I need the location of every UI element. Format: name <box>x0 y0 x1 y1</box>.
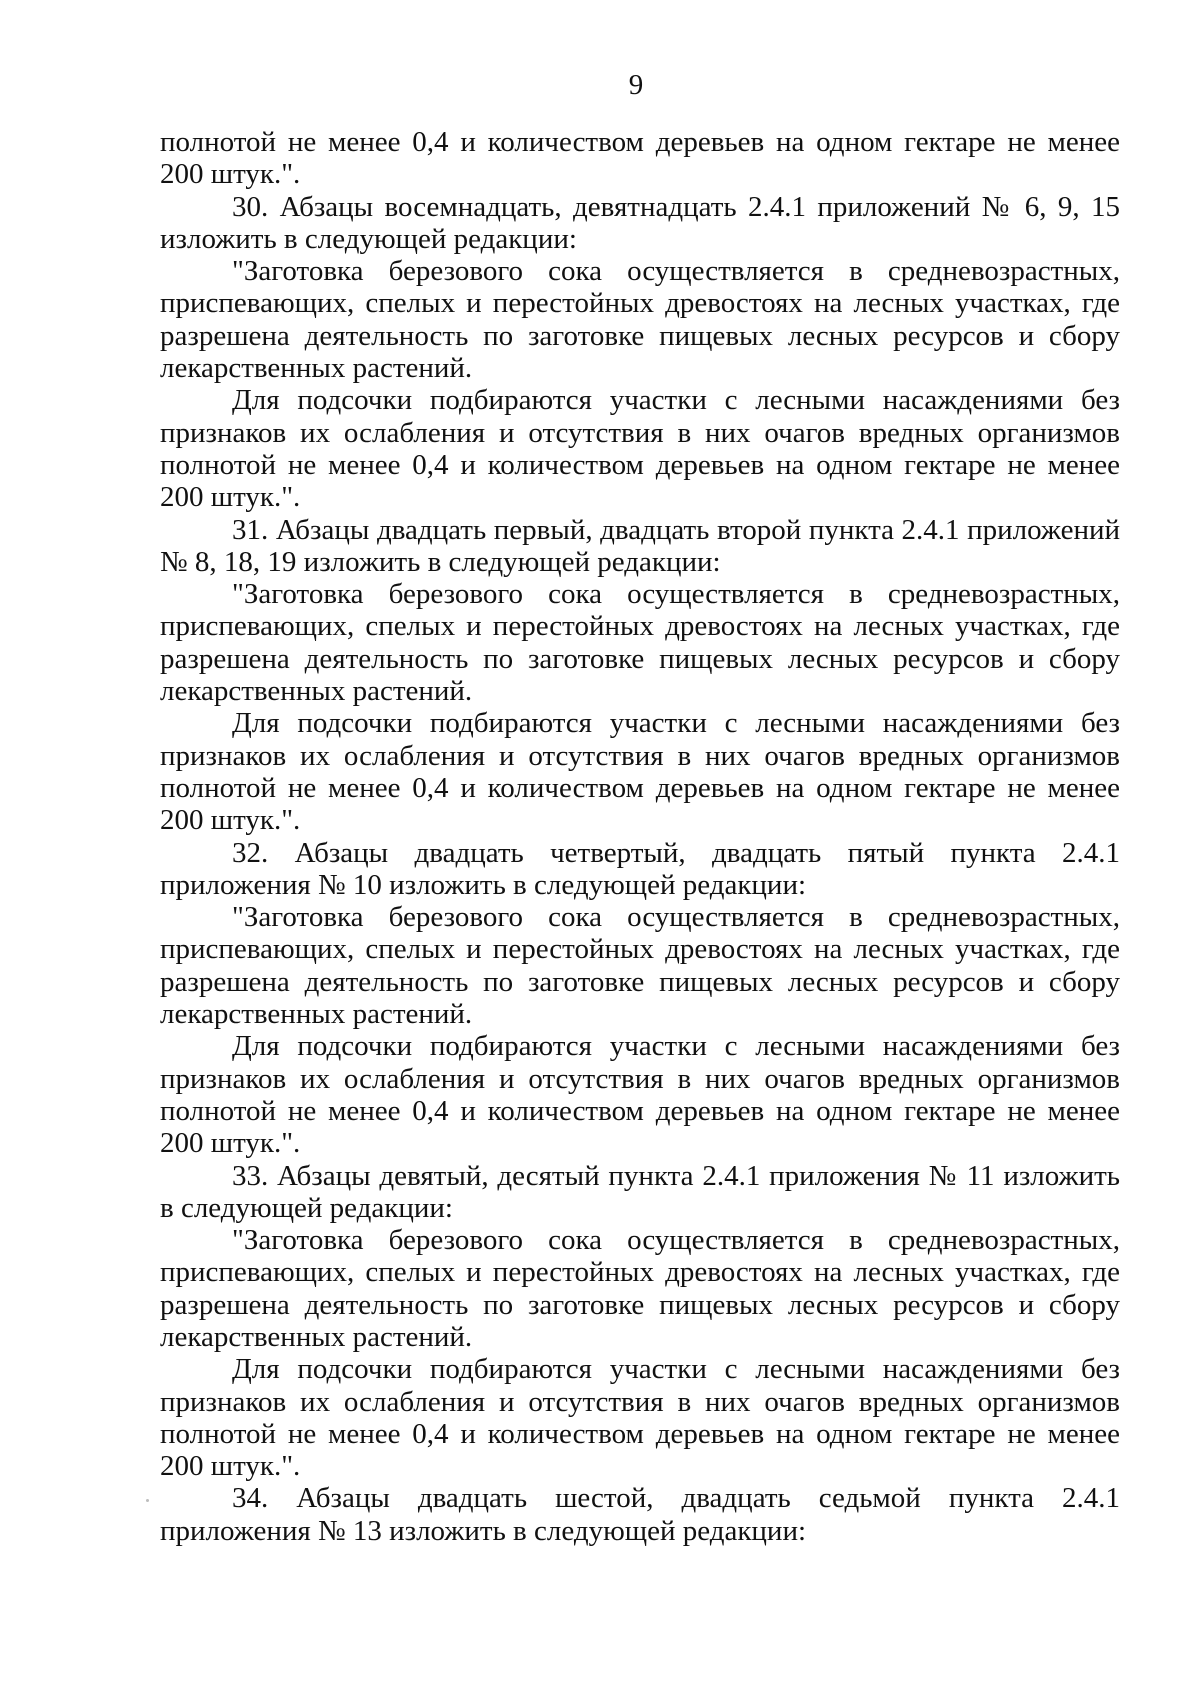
page-number: 9 <box>628 69 644 101</box>
paragraph-item-31: 31. Абзацы двадцать первый, двадцать второй пункта 2.4.1 приложений № 8, 18, 19 изложить в следующей редакции: <box>160 513 1120 578</box>
paragraph-item-32: 32. Абзацы двадцать четвертый, двадцать пятый пункта 2.4.1 приложения № 10 изложить в следующей редакции: <box>160 836 1120 901</box>
paragraph-continuation: полнотой не менее 0,4 и количеством деревьев на одном гектаре не менее 200 штук.". <box>160 126 1120 191</box>
paragraph-quote-harvesting: "Заготовка березового сока осуществляется в средневозрастных, приспевающих, спелых и перестойных древостоях на лесных участках, где разрешена деятельность по заготовке пищевых лесных ресурсов и сбору лекарственных растений. <box>160 255 1120 385</box>
document-body <box>160 126 1120 1547</box>
paragraph-quote-harvesting: "Заготовка березового сока осуществляется в средневозрастных, приспевающих, спелых и перестойных древостоях на лесных участках, где разрешена деятельность по заготовке пищевых лесных ресурсов и сбору лекарственных растений. <box>160 901 1120 1031</box>
paragraph-quote-tapping: Для подсочки подбираются участки с лесными насаждениями без признаков их ослабления и отсутствия в них очагов вредных организмов полнотой не менее 0,4 и количеством деревьев на одном гектаре не менее 200 штук.". <box>160 1353 1120 1483</box>
paragraph-quote-tapping: Для подсочки подбираются участки с лесными насаждениями без признаков их ослабления и отсутствия в них очагов вредных организмов полнотой не менее 0,4 и количеством деревьев на одном гектаре не менее 200 штук.". <box>160 707 1120 837</box>
paragraph-quote-harvesting: "Заготовка березового сока осуществляется в средневозрастных, приспевающих, спелых и перестойных древостоях на лесных участках, где разрешена деятельность по заготовке пищевых лесных ресурсов и сбору лекарственных растений. <box>160 1224 1120 1353</box>
paragraph-quote-tapping: Для подсочки подбираются участки с лесными насаждениями без признаков их ослабления и отсутствия в них очагов вредных организмов полнотой не менее 0,4 и количеством деревьев на одном гектаре не менее 200 штук.". <box>160 384 1120 514</box>
paragraph-quote-harvesting: "Заготовка березового сока осуществляется в средневозрастных, приспевающих, спелых и перестойных древостоях на лесных участках, где разрешена деятельность по заготовке пищевых лесных ресурсов и сбору лекарственных растений. <box>160 578 1120 708</box>
paragraph-quote-tapping: Для подсочки подбираются участки с лесными насаждениями без признаков их ослабления и отсутствия в них очагов вредных организмов полнотой не менее 0,4 и количеством деревьев на одном гектаре не менее 200 штук.". <box>160 1030 1120 1160</box>
scan-speck <box>146 1499 149 1502</box>
paragraph-item-30: 30. Абзацы восемнадцать, девятнадцать 2.4.1 приложений № 6, 9, 15 изложить в следующей редакции: <box>160 190 1120 255</box>
paragraph-item-33: 33. Абзацы девятый, десятый пункта 2.4.1 приложения № 11 изложить в следующей редакции: <box>160 1159 1120 1224</box>
paragraph-item-34: 34. Абзацы двадцать шестой, двадцать седьмой пункта 2.4.1 приложения № 13 изложить в следующей редакции: <box>160 1482 1120 1547</box>
